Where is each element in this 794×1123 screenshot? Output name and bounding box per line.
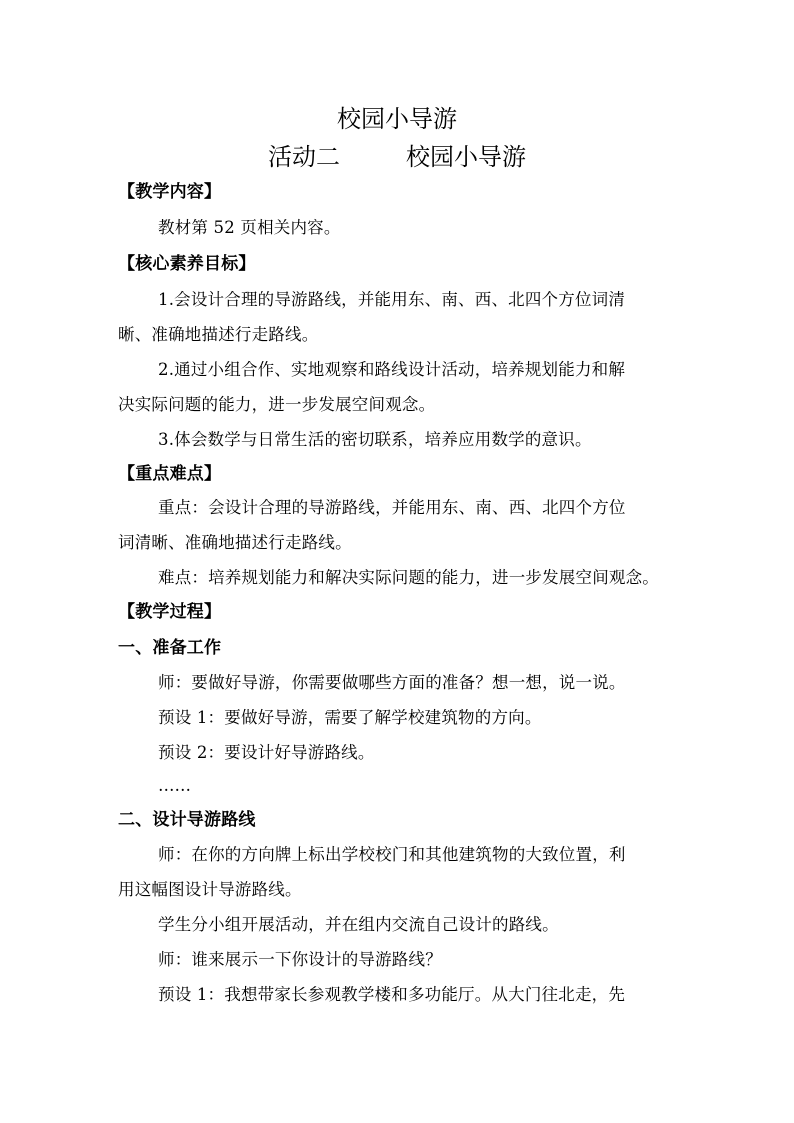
activity-label: 活动二 (268, 143, 340, 171)
part-2-teacher-line-2: 用这幅图设计导游路线。 (118, 880, 302, 899)
part-2-student-activity: 学生分小组开展活动，并在组内交流自己设计的路线。 (158, 915, 559, 934)
part-1-preset-2: 预设 2：要设计好导游路线。 (158, 743, 375, 762)
activity-title (0, 141, 794, 173)
part-1-ellipsis: …… (158, 776, 191, 795)
goal-2-line-1: 2.通过小组合作、实地观察和路线设计活动，培养规划能力和解 (158, 360, 626, 379)
section-heading-content: 【教学内容】 (118, 182, 222, 202)
part-1-teacher-question: 师：要做好导游，你需要做哪些方面的准备？想一想，说一说。 (158, 673, 626, 692)
goal-3: 3.体会数学与日常生活的密切联系，培养应用数学的意识。 (158, 430, 592, 449)
part-1-preset-1: 预设 1：要做好导游，需要了解学校建筑物的方向。 (158, 708, 542, 727)
section-heading-keypoints: 【重点难点】 (118, 464, 222, 484)
part-1-heading: 一、准备工作 (118, 638, 222, 658)
part-2-heading: 二、设计导游路线 (118, 810, 256, 830)
part-2-teacher-question: 师：谁来展示一下你设计的导游路线？ (158, 950, 442, 969)
page-title: 校园小导游 (337, 105, 457, 133)
section-heading-process: 【教学过程】 (118, 602, 222, 622)
goal-1-line-1: 1.会设计合理的导游路线，并能用东、南、西、北四个方位词清 (158, 290, 626, 309)
goal-1-line-2: 晰、准确地描述行走路线。 (118, 325, 319, 344)
part-2-teacher-line-1: 师：在你的方向牌上标出学校校门和其他建筑物的大致位置，利 (158, 845, 626, 864)
key-point-line-1: 重点：会设计合理的导游路线，并能用东、南、西、北四个方位 (158, 498, 626, 517)
difficult-point: 难点：培养规划能力和解决实际问题的能力，进一步发展空间观念。 (158, 568, 659, 587)
section-heading-goals: 【核心素养目标】 (118, 254, 256, 274)
goal-2-line-2: 决实际问题的能力，进一步发展空间观念。 (118, 395, 436, 414)
key-point-line-2: 词清晰、准确地描述行走路线。 (118, 533, 352, 552)
content-paragraph: 教材第 52 页相关内容。 (158, 218, 341, 237)
activity-name: 校园小导游 (406, 143, 526, 171)
part-2-preset-1: 预设 1：我想带家长参观教学楼和多功能厅。从大门往北走，先 (158, 985, 626, 1004)
